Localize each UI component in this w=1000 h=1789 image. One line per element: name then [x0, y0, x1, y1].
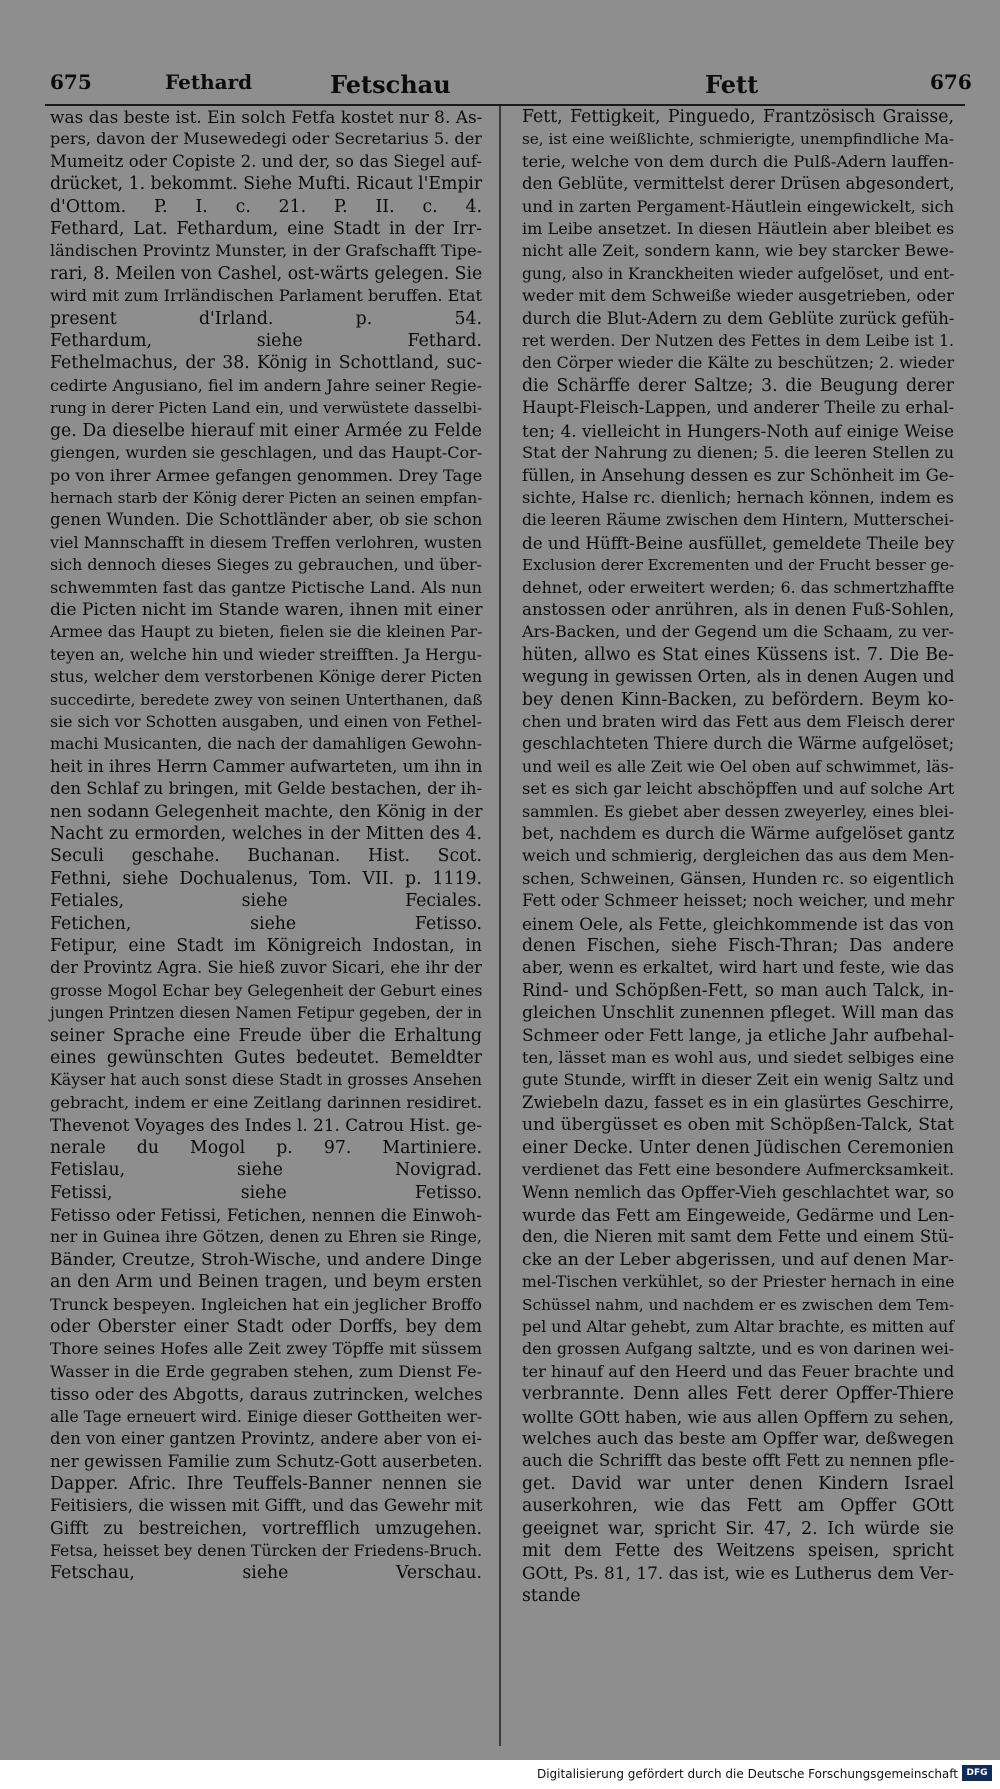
text-line: drücket, 1. bekommt. Siehe Mufti. Ricaut l'Empir	[50, 174, 483, 195]
text-line: Fetisso oder Fetissi, Fetichen, nennen die Einwoh-	[50, 1204, 482, 1225]
text-line: Stat der Nahrung zu dienen; 5. die leeren Stellen zu	[522, 443, 955, 463]
page-number-right: 676	[930, 70, 972, 94]
text-line: sie sich vor Schotten ausgaben, und einen von Fethel-	[50, 711, 482, 731]
text-line: succedirte, beredete zwey von seinen Unterthanen, daß	[50, 690, 483, 709]
text-line: Exclusion derer Excrementen und der Frucht besser ge-	[522, 556, 955, 575]
page-number-left: 675	[50, 70, 92, 94]
text-line: den von einer gantzen Provintz, andere aber von ei-	[50, 1428, 483, 1448]
text-line: auch die Schrifft das beste offt Fett zu nennen pfle-	[522, 1451, 955, 1471]
text-line: Fethardum, siehe Fethard.	[50, 331, 482, 352]
text-line: Zwiebeln dazu, fasset es in ein glasürtes Geschirre,	[522, 1092, 955, 1112]
text-line: ret werden. Der Nutzen des Fettes in dem Leibe ist 1.	[522, 331, 955, 351]
text-line: alle Tage erneuert wird. Einige dieser Gottheiten wer-	[50, 1406, 483, 1426]
text-line: set es sich gar leicht abschöpffen und auf solche Art	[522, 779, 955, 799]
text-line: viel Mannschafft in diesem Treffen verlohren, wusten	[50, 532, 482, 552]
text-line: ländischen Provintz Munster, in der Grafschafft Tipe-	[50, 241, 482, 261]
text-line: ten; 4. vielleicht in Hungers-Noth auf einige Weise	[522, 420, 955, 441]
catchword-right: Fett	[705, 70, 759, 99]
text-line: den Geblüte, vermittelst derer Drüsen abgesondert,	[522, 174, 955, 194]
text-line: Thore seines Hofes alle Zeit zwey Töpffe mit süssem	[50, 1339, 482, 1359]
text-line: gute Stunde, wirfft in dieser Zeit ein wenig Saltz und	[522, 1070, 955, 1090]
text-line: Fetiales, siehe Feciales.	[50, 891, 482, 912]
text-line: nerale du Mogol p. 97. Martiniere.	[50, 1137, 482, 1158]
text-line: sammlen. Es giebet aber dessen zweyerley, eines blei-	[522, 801, 954, 821]
text-line: mel-Tischen verkühlet, so der Priester hernach in eine	[522, 1272, 955, 1292]
text-line: terie, welche von dem durch die Pulß-Adern lauffen-	[522, 151, 955, 171]
text-line: Fetschau, siehe Verschau.	[50, 1563, 482, 1584]
text-line: den Cörper wieder die Kälte zu beschützen; 2. wieder	[522, 353, 955, 373]
text-line: gung, also in Kranckheiten wieder aufgelöset, und ent-	[522, 264, 955, 283]
text-line: Rind- und Schöpßen-Fett, so man auch Talck, in-	[522, 980, 954, 1001]
text-line: Fethni, siehe Dochualenus, Tom. VII. p. 1119.	[50, 868, 482, 889]
text-line: Gifft zu bestreichen, vortrefflich umzugehen.	[50, 1518, 482, 1539]
text-line: ter hinauf auf den Heerd und das Feuer brachte und	[522, 1361, 955, 1381]
text-line: grosse Mogol Echar bey Gelegenheit der Geburt eines	[50, 980, 483, 1000]
footer-bar	[0, 1760, 1000, 1789]
text-line: sichte, Halse rc. dienlich; hernach können, indem es	[522, 487, 954, 507]
text-line: giengen, wurden sie geschlagen, und das Haupt-Cor-	[50, 443, 483, 463]
text-line: wegung in gewissen Orten, als in denen Augen und	[522, 667, 955, 687]
text-line: de und Hüfft-Beine ausfüllet, gemeldete Theile bey	[522, 532, 955, 553]
text-line: verbrannte. Denn alles Fett derer Opffer-Thiere	[522, 1384, 954, 1405]
text-line: Armee das Haupt zu bieten, fielen sie die kleinen Par-	[50, 622, 483, 642]
text-line: Ars-Backen, und der Gegend um die Schaam, zu ver-	[522, 622, 954, 642]
text-line: rari, 8. Meilen von Cashel, ost-wärts gelegen. Sie	[50, 263, 483, 284]
text-line: geeignet war, spricht Sir. 47, 2. Ich würde sie	[522, 1518, 954, 1539]
text-line: weder mit dem Schweiße wieder ausgetrieben, oder	[522, 286, 954, 306]
text-line: jungen Printzen diesen Namen Fetipur gegeben, der in	[50, 1004, 482, 1023]
text-line: im Leibe ansetzet. In diesen Häutlein aber bleibet es	[522, 219, 955, 239]
text-line: den Schlaf zu bringen, mit Gelde bestachen, der ih-	[50, 779, 483, 799]
text-line: teyen an, welche hin und wieder streifften. Ja Hergu-	[50, 644, 483, 664]
text-line: welches auch das beste am Opffer war, deßwegen	[522, 1428, 954, 1449]
text-line: sich dennoch dieses Sieges zu gebrauchen, und über-	[50, 555, 482, 575]
text-line: und weil es alle Zeit wie Oel oben auf schwimmet, läs-	[522, 756, 954, 776]
text-line: Mumeitz oder Copiste 2. und der, so das Siegel auf-	[50, 151, 482, 171]
text-line: Schmeer oder Fett lange, ja etliche Jahr aufbehal-	[522, 1025, 954, 1046]
catchword-left: Fethard	[165, 70, 253, 94]
text-line: stus, welcher dem verstorbenen Könige derer Picten	[50, 667, 483, 687]
text-line: der Provintz Agra. Sie hieß zuvor Sicari, ehe ihr der	[50, 958, 482, 978]
text-line: ner in Guinea ihre Götzen, denen zu Ehren sie Ringe,	[50, 1227, 482, 1247]
text-line: ner gewissen Familie zum Schutz-Gott auserbeten.	[50, 1451, 483, 1472]
text-line: schwemmten fast das gantze Pictische Land. Als nun	[50, 577, 482, 597]
text-line: mit dem Fette des Weitzens speisen, spricht	[522, 1541, 954, 1561]
text-line: anstossen oder anrühren, als in denen Fuß-Sohlen,	[522, 599, 955, 619]
text-line: verdienet das Fett eine besondere Aufmercksamkeit.	[522, 1160, 955, 1180]
text-line: an den Arm und Beinen tragen, und beym ersten	[50, 1272, 482, 1293]
text-line: Fetipur, eine Stadt im Königreich Indostan, in	[50, 936, 482, 957]
catchword-center: Fetschau	[330, 70, 451, 99]
left-column	[50, 106, 482, 1585]
text-line: ten, lässet man es wohl aus, und siedet selbiges eine	[522, 1048, 955, 1068]
text-line: nicht alle Zeit, sondern kann, wie bey starcker Bewe-	[522, 241, 955, 261]
text-line: pel und Altar gehebt, zum Altar brachte, es mitten auf	[522, 1316, 954, 1336]
text-line: Schüssel nahm, und nachdem er es zwischen dem Tem-	[522, 1295, 955, 1314]
text-line: schen, Schweinen, Gänsen, Hunden rc. so eigentlich	[522, 868, 955, 888]
text-line: wird mit zum Irrländischen Parlament beruffen. Etat	[50, 286, 482, 306]
text-line: Trunck bespeyen. Ingleichen hat ein jeglicher Broffo	[50, 1294, 482, 1314]
text-line: oder Oberster einer Stadt oder Dorffs, bey dem	[50, 1316, 482, 1337]
text-line: füllen, in Ansehung dessen es zur Schönheit im Ge-	[522, 465, 955, 485]
text-line: Bänder, Creutze, Stroh-Wische, und andere Dinge	[50, 1249, 482, 1270]
text-line: geschlachteten Thiere durch die Wärme aufgelöset;	[522, 734, 955, 754]
text-line: se, ist eine weißlichte, schmierigte, unempfindliche Ma-	[522, 130, 954, 149]
text-line: weich und schmierig, dergleichen das aus dem Men-	[522, 846, 955, 866]
text-line: Feitisiers, die wissen mit Gifft, und das Gewehr mit	[50, 1496, 483, 1516]
text-line: Fett oder Schmeer heisset; noch weicher, und mehr	[522, 891, 955, 911]
text-line: gebracht, indem er eine Zeitlang darinnen residiret.	[50, 1092, 482, 1112]
text-line: seiner Sprache eine Freude über die Erhaltung	[50, 1025, 482, 1046]
text-line: hüten, allwo es Stat eines Küssens ist. 7. Die Be-	[522, 644, 954, 665]
text-line: Seculi geschahe. Buchanan. Hist. Scot.	[50, 846, 482, 867]
text-line: pers, davon der Musewedegi oder Secretarius 5. der	[50, 129, 482, 149]
text-line: Fetislau, siehe Novigrad.	[50, 1160, 482, 1181]
text-line: genen Wunden. Die Schottländer aber, ob sie schon	[50, 510, 483, 530]
text-line: po von ihrer Armee gefangen genommen. Drey Tage	[50, 465, 483, 485]
text-line: Fethard, Lat. Fethardum, eine Stadt in der Irr-	[50, 219, 482, 240]
text-line: was das beste ist. Ein solch Fetfa kostet nur 8. As-	[50, 107, 483, 127]
column-divider	[499, 106, 501, 1746]
text-line: Dapper. Afric. Ihre Teuffels-Banner nennen sie	[50, 1473, 482, 1494]
text-line: hernach starb der König derer Picten an seinen empfan-	[50, 488, 483, 507]
text-line: d'Ottom. P. I. c. 21. P. II. c. 4.	[50, 196, 482, 217]
text-line: Nacht zu ermorden, welches in der Mitten des 4.	[50, 824, 482, 844]
text-line: tisso oder des Abgotts, daraus zutrincken, welches	[50, 1384, 483, 1405]
right-column	[522, 106, 954, 1607]
text-line: Fetissi, siehe Fetisso.	[50, 1182, 482, 1203]
text-line: cke an der Leber abgerissen, und auf denen Mar-	[522, 1249, 954, 1270]
text-line: gleichen Unschlit zunennen pfleget. Will man das	[522, 1003, 954, 1024]
text-line: chen und braten wird das Fett aus dem Fleisch derer	[522, 711, 955, 731]
text-line: durch die Blut-Adern zu dem Geblüte zurück gefüh-	[522, 308, 955, 328]
text-line: dehnet, oder erweitert werden; 6. das schmertzhaffte	[522, 577, 955, 597]
text-line: cedirte Angusiano, fiel im andern Jahre seiner Regie-	[50, 375, 483, 395]
text-line: stande	[522, 1585, 581, 1606]
text-line: ge. Da dieselbe hierauf mit einer Armée zu Felde	[50, 420, 482, 441]
dfg-logo: DFG	[962, 1765, 992, 1781]
text-line: Wenn nemlich das Opffer-Vieh geschlachtet war, so	[522, 1182, 955, 1202]
text-line: auserkohren, wie das Fett am Opffer GOtt	[522, 1496, 954, 1517]
text-line: nen sodann Gelegenheit machte, den König in der	[50, 801, 483, 822]
text-line: Fett, Fettigkeit, Pinguedo, Frantzösisch Graisse,	[522, 107, 954, 127]
text-line: Fetichen, siehe Fetisso.	[50, 913, 482, 934]
text-line: einem Oele, als Fette, gleichkommende ist das von	[522, 913, 954, 934]
text-line: get. David war unter denen Kindern Israel	[522, 1473, 954, 1494]
text-line: die Picten nicht im Stande waren, ihnen mit einer	[50, 599, 483, 620]
text-line: wurde das Fett am Eingeweide, Gedärme und Len-	[522, 1204, 955, 1225]
text-line: Wasser in die Erde gegraben stehen, zum Dienst Fe-	[50, 1361, 483, 1381]
text-line: einer Decke. Unter denen Jüdischen Ceremonien	[522, 1137, 954, 1158]
text-line: die leeren Räume zwischen dem Hintern, Mutterschei-	[522, 511, 955, 530]
text-line: den, die Nieren mit samt dem Fette und einem Stü-	[522, 1227, 954, 1247]
text-line: aber, wenn es erkaltet, wird hart und feste, wie das	[522, 958, 955, 978]
funding-credit: Digitalisierung gefördert durch die Deutsche Forschungsgemeinschaft	[536, 1767, 958, 1781]
text-line: bey denen Kinn-Backen, zu befördern. Beym ko-	[522, 689, 954, 710]
text-line: Fethelmachus, der 38. König in Schottland, suc-	[50, 353, 482, 374]
text-line: den grossen Aufgang saltzte, und es von darinen wei-	[522, 1339, 955, 1359]
text-line: Käyser hat auch sonst diese Stadt in grosses Ansehen	[50, 1070, 482, 1090]
text-line: und in zarten Pergament-Häutlein eingewickelt, sich	[522, 196, 954, 216]
text-line: rung in derer Picten Land ein, und verwüstete dasselbi-	[50, 399, 483, 418]
text-line: eines gewünschten Gutes bedeutet. Bemeldter	[50, 1048, 482, 1069]
text-line: Haupt-Fleisch-Lappen, und anderer Theile zu erhal-	[522, 398, 954, 418]
text-line: machi Musicanten, die nach der damahligen Gewohn-	[50, 734, 483, 754]
text-line: heit in ihres Herrn Cammer aufwarteten, um ihn in	[50, 756, 483, 776]
text-line: und übergüsset es oben mit Schöpßen-Talck, Stat	[522, 1115, 955, 1136]
text-line: wollte GOtt haben, wie aus allen Opffern zu sehen,	[522, 1406, 954, 1427]
text-line: present d'Irland. p. 54.	[50, 308, 482, 329]
text-line: die Schärffe derer Saltze; 3. die Beugung derer	[522, 375, 954, 396]
text-line: denen Fischen, siehe Fisch-Thran; Das andere	[522, 936, 954, 957]
text-line: Thevenot Voyages des Indes l. 21. Catrou Hist. ge-	[50, 1115, 483, 1136]
text-line: GOtt, Ps. 81, 17. das ist, wie es Lutherus dem Ver-	[522, 1563, 954, 1584]
text-line: bet, nachdem es durch die Wärme aufgelöset gantz	[522, 824, 955, 843]
text-line: Fetsa, heisset bey denen Türcken der Friedens-Bruch.	[50, 1541, 483, 1560]
